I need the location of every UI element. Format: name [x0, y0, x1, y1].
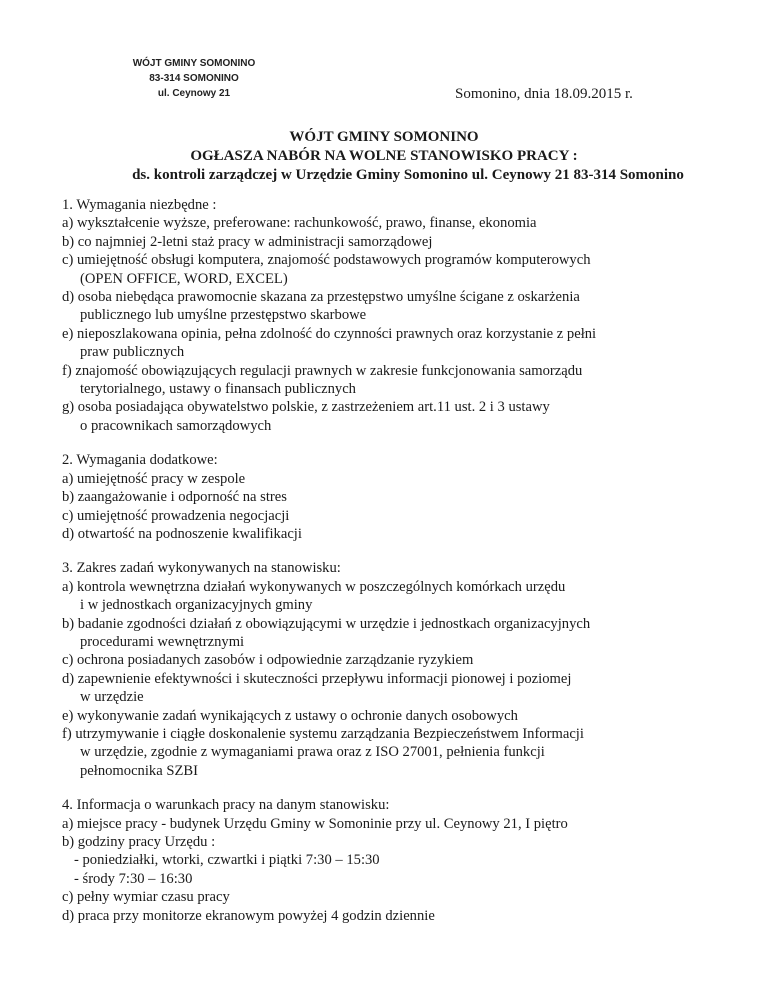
list-item: a) miejsce pracy - budynek Urzędu Gminy w Somoninie przy ul. Ceynowy 21, I piętro — [62, 815, 568, 832]
document-date: Somonino, dnia 18.09.2015 r. — [455, 86, 633, 102]
stamp-line-1: WÓJT GMINY SOMONINO — [132, 58, 256, 69]
section-heading: 3. Zakres zadań wykonywanych na stanowisku: — [62, 560, 341, 577]
list-item: c) ochrona posiadanych zasobów i odpowiednie zarządzanie ryzykiem — [62, 652, 474, 669]
list-item: a) umiejętność pracy w zespole — [62, 470, 246, 487]
list-item: d) praca przy monitorze ekranowym powyżej 4 godzin dziennie — [62, 907, 435, 924]
document-body — [62, 196, 752, 941]
list-item: f) utrzymywanie i ciągłe doskonalenie systemu zarządzania Bezpieczeństwem Informacji — [62, 725, 584, 742]
section-heading: 1. Wymagania niezbędne : — [62, 197, 217, 213]
title-line-1: WÓJT GMINY SOMONINO — [289, 129, 479, 145]
list-item-continuation: procedurami wewnętrznymi — [80, 633, 245, 650]
list-item: a) kontrola wewnętrzna działań wykonywanych w poszczególnych komórkach urzędu — [62, 578, 566, 595]
list-item: b) zaangażowanie i odporność na stres — [62, 489, 287, 506]
list-item: e) nieposzlakowana opinia, pełna zdolność do czynności prawnych oraz korzystanie z pełni — [62, 325, 597, 342]
list-item: b) badanie zgodności działań z obowiązującymi w urzędzie i jednostkach organizacyjnych — [62, 615, 591, 632]
list-item: b) godziny pracy Urzędu : — [62, 834, 216, 850]
list-item: g) osoba posiadająca obywatelstwo polskie, z zastrzeżeniem art.11 ust. 2 i 3 ustawy — [62, 399, 550, 416]
section-duties — [62, 559, 752, 780]
title-line-3: ds. kontroli zarządczej w Urzędzie Gminy Somonino ul. Ceynowy 21 83-314 Somonino — [132, 167, 684, 183]
list-item: e) wykonywanie zadań wynikających z ustawy o ochronie danych osobowych — [62, 707, 518, 724]
announcement-title — [0, 128, 768, 185]
list-item: c) umiejętność prowadzenia negocjacji — [62, 507, 290, 524]
title-line-2: OGŁASZA NABÓR NA WOLNE STANOWISKO PRACY : — [190, 148, 578, 164]
list-item: d) otwartość na podnoszenie kwalifikacji — [62, 525, 302, 542]
list-item-continuation: o pracownikach samorządowych — [80, 417, 272, 434]
list-item: f) znajomość obowiązujących regulacji prawnych w zakresie funkcjonowania samorządu — [62, 362, 583, 379]
section-additional — [62, 451, 752, 543]
list-item-continuation: praw publicznych — [80, 344, 185, 361]
list-item-continuation: pełnomocnika SZBI — [80, 762, 198, 779]
section-heading: 4. Informacja o warunkach pracy na danym stanowisku: — [62, 797, 390, 814]
list-item: b) co najmniej 2-letni staż pracy w administracji samorządowej — [62, 233, 433, 250]
list-item: c) umiejętność obsługi komputera, znajomość podstawowych programów komputerowych — [62, 252, 591, 269]
list-item: d) zapewnienie efektywności i skuteczności przepływu informacji pionowej i poziomej — [62, 670, 572, 687]
stamp-line-3: ul. Ceynowy 21 — [157, 88, 231, 99]
list-item: d) osoba niebędąca prawomocnie skazana za przestępstwo umyślne ścigane z oskarżenia — [62, 289, 580, 306]
list-item-continuation: (OPEN OFFICE, WORD, EXCEL) — [80, 270, 288, 287]
section-required — [62, 196, 752, 435]
office-hours-line: - poniedziałki, wtorki, czwartki i piątki 7:30 – 15:30 — [74, 852, 380, 869]
stamp-line-2: 83-314 SOMONINO — [149, 73, 239, 84]
list-item-continuation: w urzędzie — [80, 689, 144, 706]
list-item-continuation: terytorialnego, ustawy o finansach publicznych — [80, 381, 356, 398]
list-item: c) pełny wymiar czasu pracy — [62, 889, 230, 906]
office-hours-line: - środy 7:30 – 16:30 — [74, 870, 193, 887]
office-stamp — [104, 56, 284, 101]
list-item: a) wykształcenie wyższe, preferowane: rachunkowość, prawo, finanse, ekonomia — [62, 215, 537, 232]
section-conditions — [62, 796, 752, 925]
list-item-continuation: i w jednostkach organizacyjnych gminy — [80, 597, 313, 614]
list-item-continuation: w urzędzie, zgodnie z wymaganiami prawa oraz z ISO 27001, pełnienia funkcji — [80, 744, 545, 761]
list-item-continuation: publicznego lub umyślne przestępstwo skarbowe — [80, 307, 367, 324]
section-heading: 2. Wymagania dodatkowe: — [62, 452, 218, 469]
